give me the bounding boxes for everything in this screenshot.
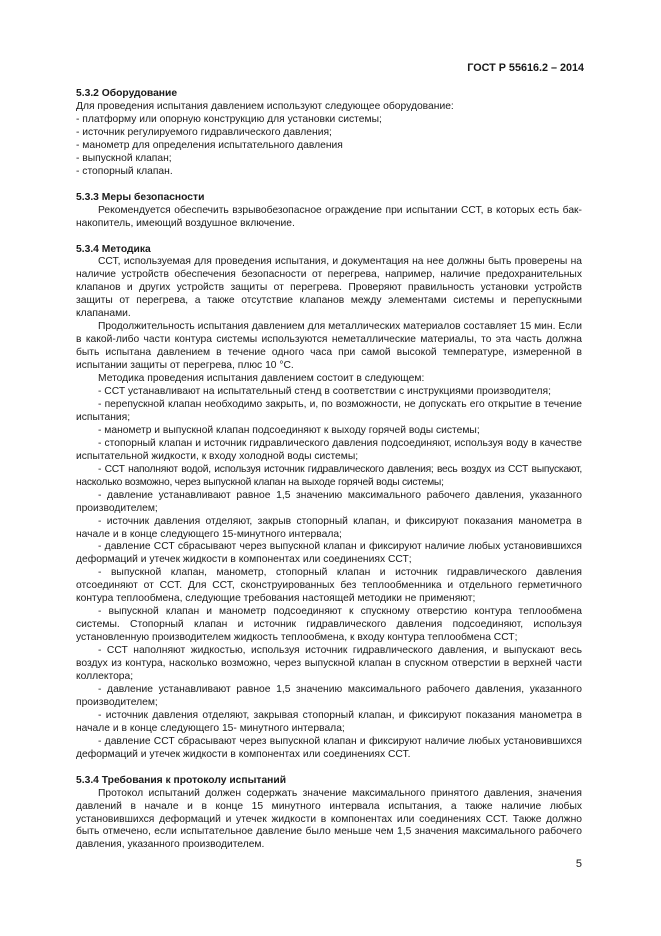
document-body	[76, 88, 582, 865]
document-header: ГОСТ Р 55616.2 – 2014	[467, 62, 584, 74]
list-item: - выпускной клапан и манометр подсоединяют к спускному отверстию контура теплообмена системы. Стопорный клапан и источник гидравлического давления подсоединяют, используя установленную производителем жидкость теплообмена, к входу контура теплообмена ССТ;	[76, 606, 582, 644]
list-item: - давление ССТ сбрасывают через выпускной клапан и фиксируют наличие любых установившихся деформаций и утечек жидкости в компонентах или соединениях ССТ;	[76, 541, 582, 566]
section-report-requirements	[76, 775, 582, 853]
paragraph: Методика проведения испытания давлением состоит в следующем:	[98, 373, 425, 385]
section-equipment	[76, 88, 582, 179]
list-item: - источник давления отделяют, закрыв стопорный клапан, и фиксируют показания манометра в начале и в конце следующего 15-минутного интервала;	[76, 515, 582, 540]
section-method	[76, 244, 582, 762]
paragraph: Протокол испытаний должен содержать значение максимального принятого давления, значения давлений в начале и в конце 15 минутного интервала испытания, а также наличие любых установившихся деформаций и утечек жидкости в компонентах или соединениях ССТ. Также должно быть отмечено, если испытательное давление было меньше чем 1,5 значения максимального рабочего давления, указанного производителем.	[76, 787, 582, 851]
paragraph: Продолжительность испытания давлением для металлических материалов составляет 15 мин. Если в какой-либо части контура системы используются неметаллические материалы, то эта часть должна быть испытана давлением в течение одного часа при самой высокой температуре, измеренной в испытании защиты от перегрева, плюс 10 °С.	[76, 321, 582, 372]
paragraph: ССТ, используемая для проведения испытания, и документация на нее должны быть проверены на наличие устройств обеспечения безопасности от перегрева, например, наличие предохранительных клапанов и других устройств защиты от перегрева. Проверяют правильность установки устройств защиты от перегрева, а также отсутствие клапанов между элементами системы и перепускными клапанами.	[76, 256, 582, 320]
list-item: - выпускной клапан, манометр, стопорный клапан и источник гидравлического давления отсоединяют от ССТ. Для ССТ, сконструированных без теплообменника и отдельного герметичного контура теплообмена, следующие требования настоящей методики не применяют;	[76, 567, 582, 605]
list-item: - давление устанавливают равное 1,5 значению максимального рабочего давления, указанного производителем;	[76, 489, 582, 514]
section-heading: 5.3.2 Оборудование	[76, 88, 178, 99]
list-item: - стопорный клапан и источник гидравлического давления подсоединяют, используя воду в качестве испытательной жидкости, к входу холодной воды системы;	[76, 437, 582, 462]
list-item: - давление устанавливают равное 1,5 значению максимального рабочего давления, указанного производителем;	[76, 683, 582, 708]
list-item: - источник регулируемого гидравлического давления;	[76, 126, 332, 138]
section-safety	[76, 192, 582, 231]
list-item: - перепускной клапан необходимо закрыть, и, по возможности, не допускать его открытие в течение испытания;	[76, 398, 582, 423]
list-item: - ССТ устанавливают на испытательный стенд в соответствии с инструкциями производителя;	[98, 386, 551, 398]
section-heading: 5.3.4 Требования к протоколу испытаний	[76, 774, 287, 786]
list-item: - ССТ наполняют водой, используя источник гидравлического давления; весь воздух из ССТ выпускают, насколько возможно, через выпускной клапан на выходе горячей воды системы;	[76, 463, 582, 488]
list-item: - платформу или опорную конструкцию для установки системы;	[76, 113, 382, 125]
paragraph: Рекомендуется обеспечить взрывобезопасное ограждение при испытании ССТ, в которых есть бак-накопитель, имеющий воздушное включение.	[76, 204, 582, 229]
section-heading: 5.3.4 Методика	[76, 243, 151, 255]
section-heading: 5.3.3 Меры безопасности	[76, 191, 205, 203]
paragraph: Для проведения испытания давлением используют следующее оборудование:	[76, 100, 454, 112]
list-item: - источник давления отделяют, закрывая стопорный клапан, и фиксируют показания манометра в начале и в конце следующего 15- минутного интервала;	[76, 709, 582, 734]
list-item: - давление ССТ сбрасывают через выпускной клапан и фиксируют наличие любых установившихся деформаций и утечек жидкости в компонентах или соединениях ССТ.	[76, 735, 582, 760]
list-item: - манометр для определения испытательного давления	[76, 139, 343, 151]
list-item: - манометр и выпускной клапан подсоединяют к выходу горячей воды системы;	[98, 424, 480, 436]
list-item: - ССТ наполняют жидкостью, используя источник гидравлического давления, и выпускают весь воздух из контура, насколько возможно, через выпускной клапан в спускном отверстии в верхней части коллектора;	[76, 645, 582, 682]
list-item: - выпускной клапан;	[76, 152, 172, 164]
list-item: - стопорный клапан.	[76, 165, 173, 177]
page-number: 5	[575, 858, 582, 870]
